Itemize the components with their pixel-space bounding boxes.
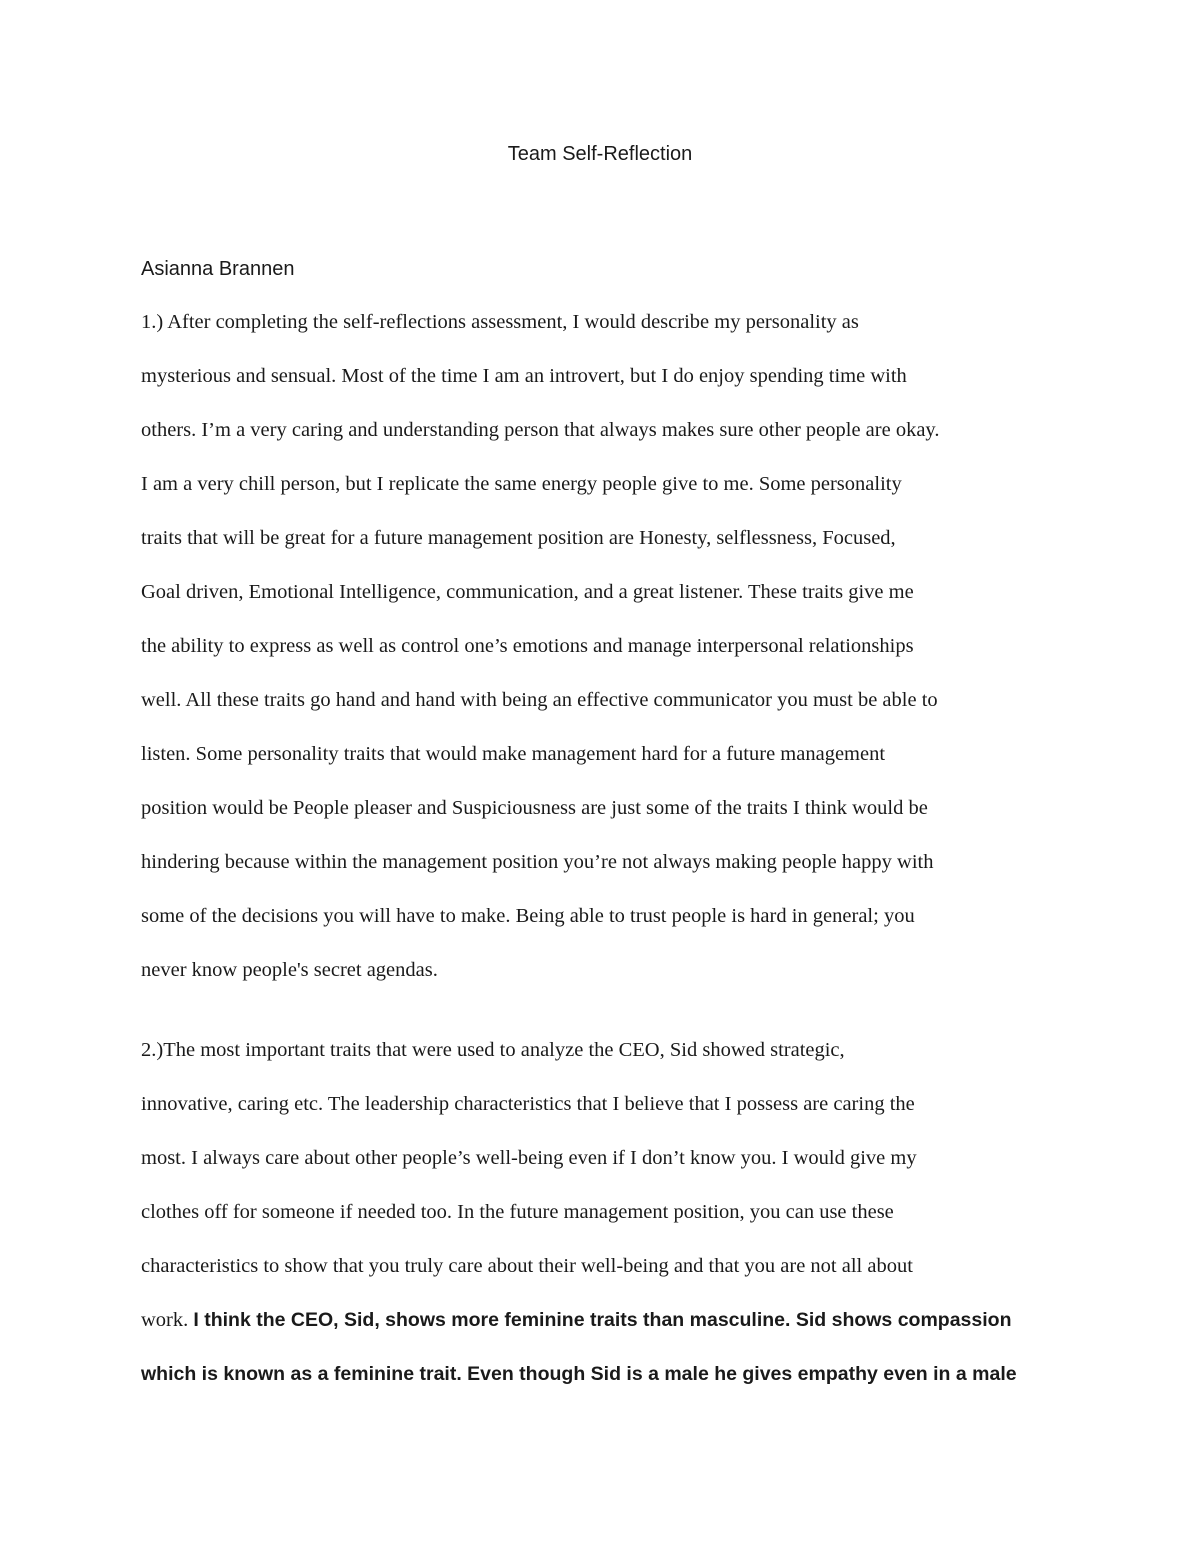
paragraph-line: innovative, caring etc. The leadership characteristics that I believe that I possess are caring the	[141, 1093, 915, 1115]
paragraph-line-mixed	[141, 1293, 1066, 1347]
author-name: Asianna Brannen	[141, 258, 295, 280]
paragraph-line: Goal driven, Emotional Intelligence, communication, and a great listener. These traits give me	[141, 581, 914, 603]
paragraph-line: the ability to express as well as control one’s emotions and manage interpersonal relationships	[141, 635, 914, 657]
paragraph-line: hindering because within the management position you’re not always making people happy with	[141, 851, 934, 873]
paragraph-line: traits that will be great for a future management position are Honesty, selflessness, Focused,	[141, 527, 896, 549]
document-title: Team Self-Reflection	[507, 143, 693, 165]
paragraph-1	[141, 295, 1066, 997]
paragraph-line: position would be People pleaser and Suspiciousness are just some of the traits I think would be	[141, 797, 928, 819]
paragraph-line: I am a very chill person, but I replicate the same energy people give to me. Some personality	[141, 473, 902, 495]
paragraph-line: listen. Some personality traits that would make management hard for a future management	[141, 743, 886, 765]
paragraph-2	[141, 1023, 1066, 1401]
paragraph-line: others. I’m a very caring and understanding person that always makes sure other people are okay.	[141, 419, 940, 441]
paragraph-line: characteristics to show that you truly care about their well-being and that you are not all about	[141, 1255, 913, 1277]
regular-text-run: work.	[141, 1309, 194, 1331]
paragraph-line: well. All these traits go hand and hand with being an effective communicator you must be able to	[141, 689, 938, 711]
paragraph-line: some of the decisions you will have to make. Being able to trust people is hard in general; you	[141, 905, 915, 927]
bold-text-run: I think the CEO, Sid, shows more feminine traits than masculine. Sid shows compassion	[193, 1309, 1012, 1331]
paragraph-line: mysterious and sensual. Most of the time I am an introvert, but I do enjoy spending time with	[141, 365, 907, 387]
paragraph-line: most. I always care about other people’s well-being even if I don’t know you. I would give my	[141, 1147, 917, 1169]
paragraph-line: never know people's secret agendas.	[141, 959, 438, 981]
paragraph-line: 2.)The most important traits that were used to analyze the CEO, Sid showed strategic,	[141, 1039, 845, 1061]
bold-paragraph-line: which is known as a feminine trait. Even though Sid is a male he gives empathy even in a male	[141, 1363, 1017, 1385]
paragraph-line: clothes off for someone if needed too. In the future management position, you can use these	[141, 1201, 894, 1223]
paragraph-line: 1.) After completing the self-reflections assessment, I would describe my personality as	[141, 311, 859, 333]
